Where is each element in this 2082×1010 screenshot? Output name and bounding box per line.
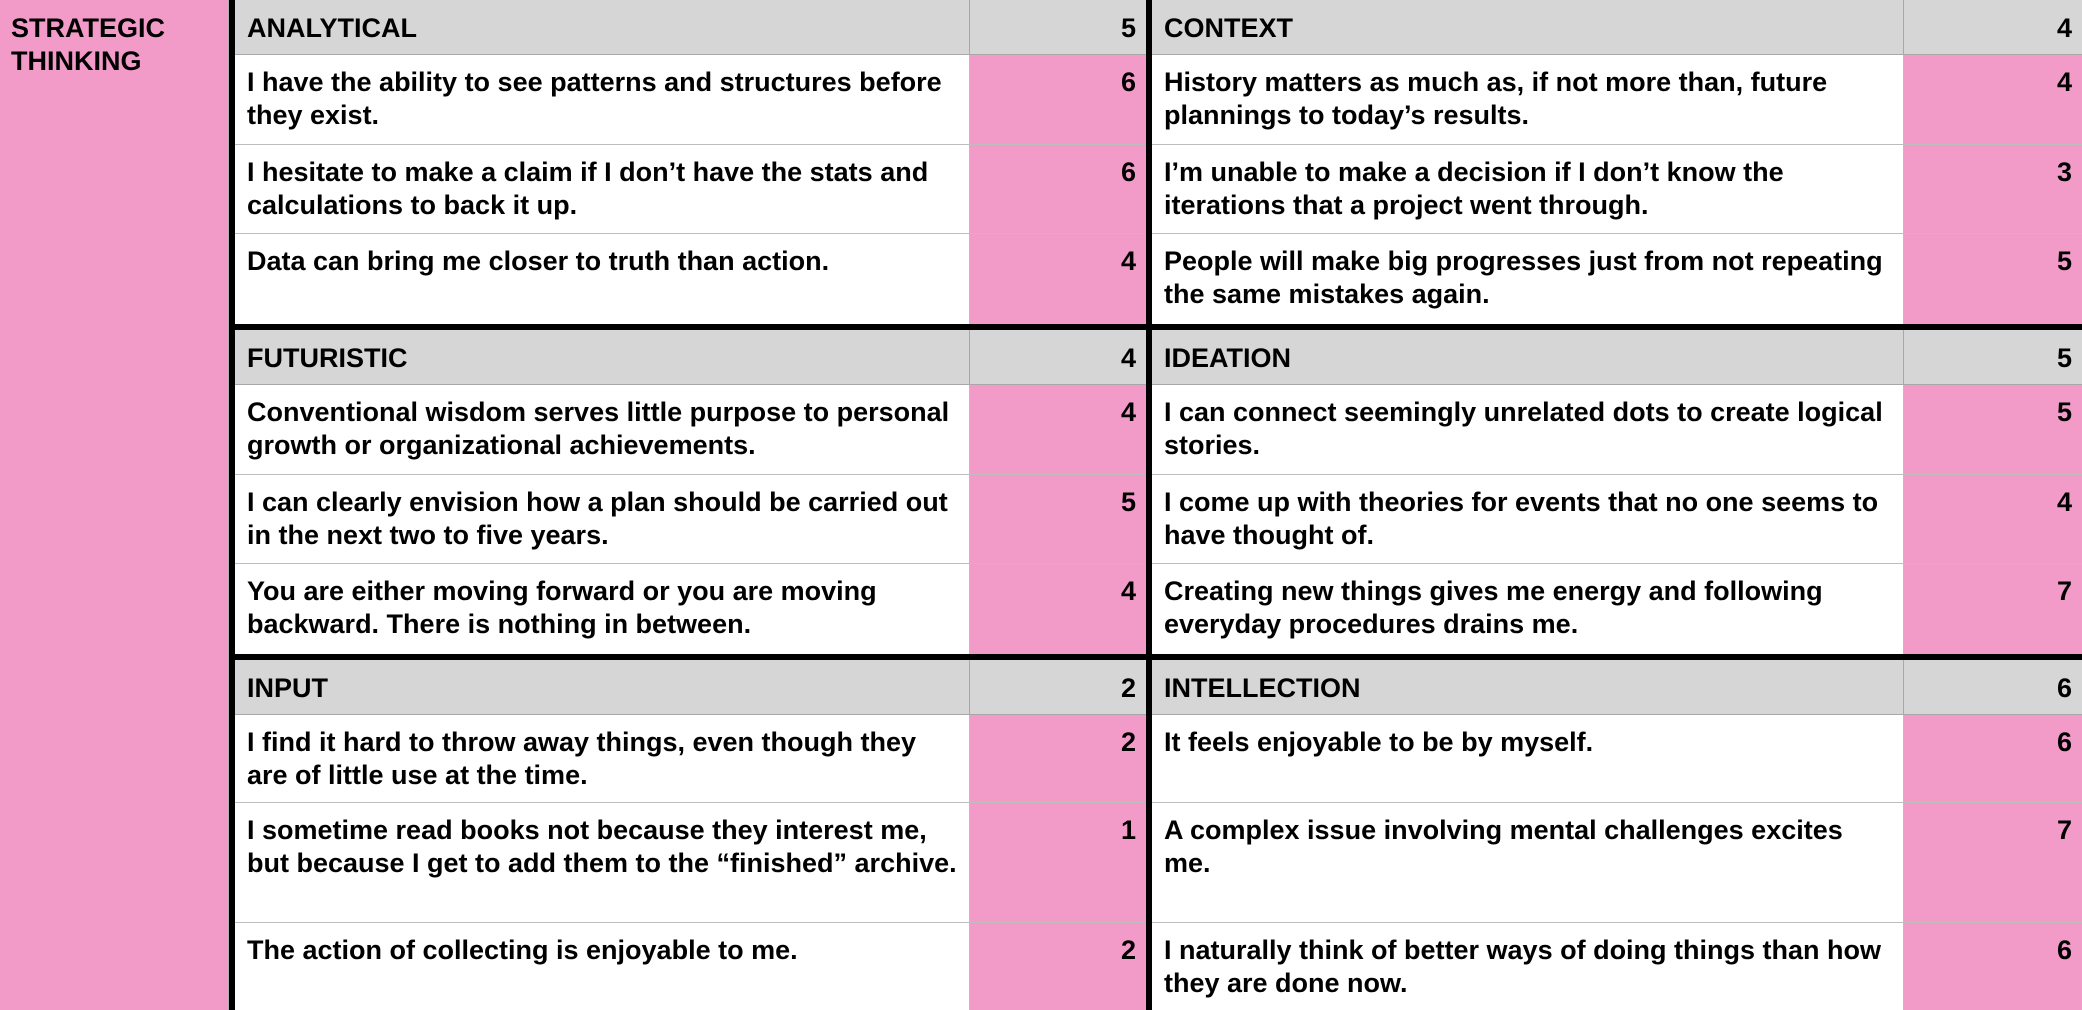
theme-score: 2 [969,660,1146,715]
statement-text: You are either moving forward or you are moving backward. There is nothing in between. [235,564,969,654]
theme-title: CONTEXT [1152,0,1903,55]
category-label-line: STRATEGIC [11,13,165,43]
statement-text: I can clearly envision how a plan should be carried out in the next two to five years. [235,475,969,565]
theme-section-ideation [1152,330,2082,654]
category-label-line: THINKING [11,46,142,76]
statement-score: 5 [1903,234,2082,324]
statement-score: 4 [969,564,1146,654]
theme-section-input [235,660,1146,1010]
theme-score: 5 [969,0,1146,55]
theme-section-futuristic [235,330,1146,654]
statement-score: 1 [969,803,1146,923]
theme-score: 4 [969,330,1146,385]
statement-text: People will make big progresses just from not repeating the same mistakes again. [1152,234,1903,324]
theme-score: 5 [1903,330,2082,385]
statement-text: I come up with theories for events that no one seems to have thought of. [1152,475,1903,565]
statement-score: 4 [969,385,1146,475]
statement-text: It feels enjoyable to be by myself. [1152,715,1903,803]
theme-section-analytical [235,0,1146,324]
statement-score: 6 [1903,715,2082,803]
statement-text: The action of collecting is enjoyable to me. [235,923,969,1010]
theme-title: INPUT [235,660,969,715]
category-label [0,0,229,1010]
statement-text: History matters as much as, if not more than, future plannings to today’s results. [1152,55,1903,145]
statement-score: 4 [1903,55,2082,145]
theme-title: ANALYTICAL [235,0,969,55]
statement-text: Creating new things gives me energy and following everyday procedures drains me. [1152,564,1903,654]
theme-title: FUTURISTIC [235,330,969,385]
theme-score: 6 [1903,660,2082,715]
statement-score: 6 [1903,923,2082,1010]
statement-score: 2 [969,715,1146,803]
statement-text: I’m unable to make a decision if I don’t know the iterations that a project went through. [1152,145,1903,235]
statement-text: I naturally think of better ways of doing things than how they are done now. [1152,923,1903,1010]
statement-score: 3 [1903,145,2082,235]
statement-text: A complex issue involving mental challenges excites me. [1152,803,1903,923]
statement-score: 4 [969,234,1146,324]
theme-title: INTELLECTION [1152,660,1903,715]
statement-score: 6 [969,55,1146,145]
statement-text: I hesitate to make a claim if I don’t have the stats and calculations to back it up. [235,145,969,235]
statement-score: 4 [1903,475,2082,565]
theme-section-context [1152,0,2082,324]
theme-score: 4 [1903,0,2082,55]
statement-text: Conventional wisdom serves little purpose to personal growth or organizational achievements. [235,385,969,475]
statement-text: I sometime read books not because they interest me, but because I get to add them to the “finished” archive. [235,803,969,923]
statement-score: 7 [1903,803,2082,923]
statement-score: 5 [1903,385,2082,475]
statement-score: 2 [969,923,1146,1010]
statement-text: Data can bring me closer to truth than action. [235,234,969,324]
statement-text: I can connect seemingly unrelated dots to create logical stories. [1152,385,1903,475]
statement-text: I have the ability to see patterns and structures before they exist. [235,55,969,145]
statement-score: 7 [1903,564,2082,654]
statement-score: 6 [969,145,1146,235]
statement-score: 5 [969,475,1146,565]
theme-section-intellection [1152,660,2082,1010]
statement-text: I find it hard to throw away things, even though they are of little use at the time. [235,715,969,803]
theme-title: IDEATION [1152,330,1903,385]
